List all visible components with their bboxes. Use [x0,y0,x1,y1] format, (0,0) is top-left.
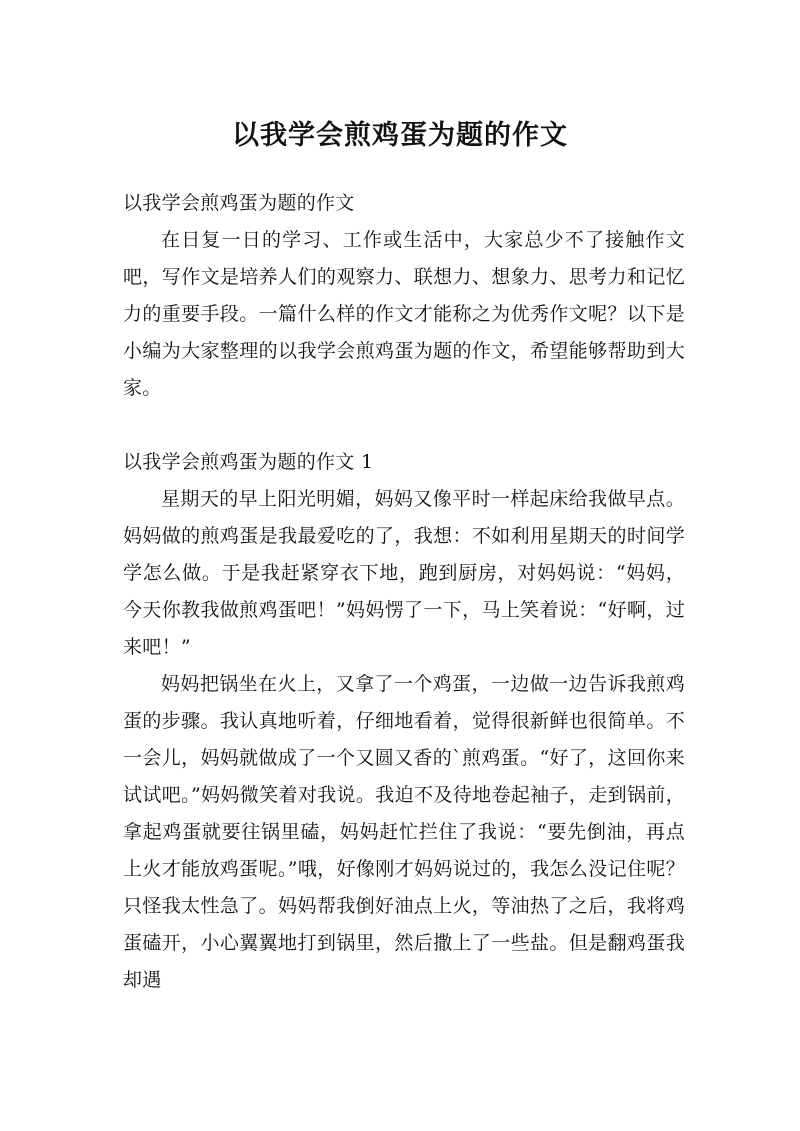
document-body [123,185,685,999]
section-1-paragraph-1: 星期天的早上阳光明媚，妈妈又像平时一样起床给我做早点。妈妈做的煎鸡蛋是我最爱吃的了，我想：不如利用星期天的时间学学怎么做。于是我赶紧穿衣下地，跑到厨房，对妈妈说：“妈妈，今天你教我做煎鸡蛋吧！”妈妈愣了一下，马上笑着说：“好啊，过来吧！” [123,488,685,658]
section-spacer [123,407,685,444]
intro-heading: 以我学会煎鸡蛋为题的作文 [123,192,355,214]
document-title: 以我学会煎鸡蛋为题的作文 [232,120,568,152]
intro-paragraph: 在日复一日的学习、工作或生活中，大家总少不了接触作文吧，写作文是培养人们的观察力、联想力、想象力、思考力和记忆力的重要手段。一篇什么样的作文才能称之为优秀作文呢？以下是小编为大家整理的以我学会煎鸡蛋为题的作文，希望能够帮助到大家。 [123,229,685,399]
section-1-heading: 以我学会煎鸡蛋为题的作文 1 [123,451,374,473]
section-1-paragraph-2: 妈妈把锅坐在火上，又拿了一个鸡蛋，一边做一边告诉我煎鸡蛋的步骤。我认真地听着，仔细地看着，觉得很新鲜也很简单。不一会儿，妈妈就做成了一个又圆又香的`煎鸡蛋。“好了，这回你来试试吧。”妈妈微笑着对我说。我迫不及待地卷起袖子，走到锅前，拿起鸡蛋就要往锅里磕，妈妈赶忙拦住了我说：“要先倒油，再点上火才能放鸡蛋呢。”哦，好像刚才妈妈说过的，我怎么没记住呢？只怪我太性急了。妈妈帮我倒好油点上火，等油热了之后，我将鸡蛋磕开，小心翼翼地打到锅里，然后撒上了一些盐。但是翻鸡蛋我却遇 [123,673,685,991]
